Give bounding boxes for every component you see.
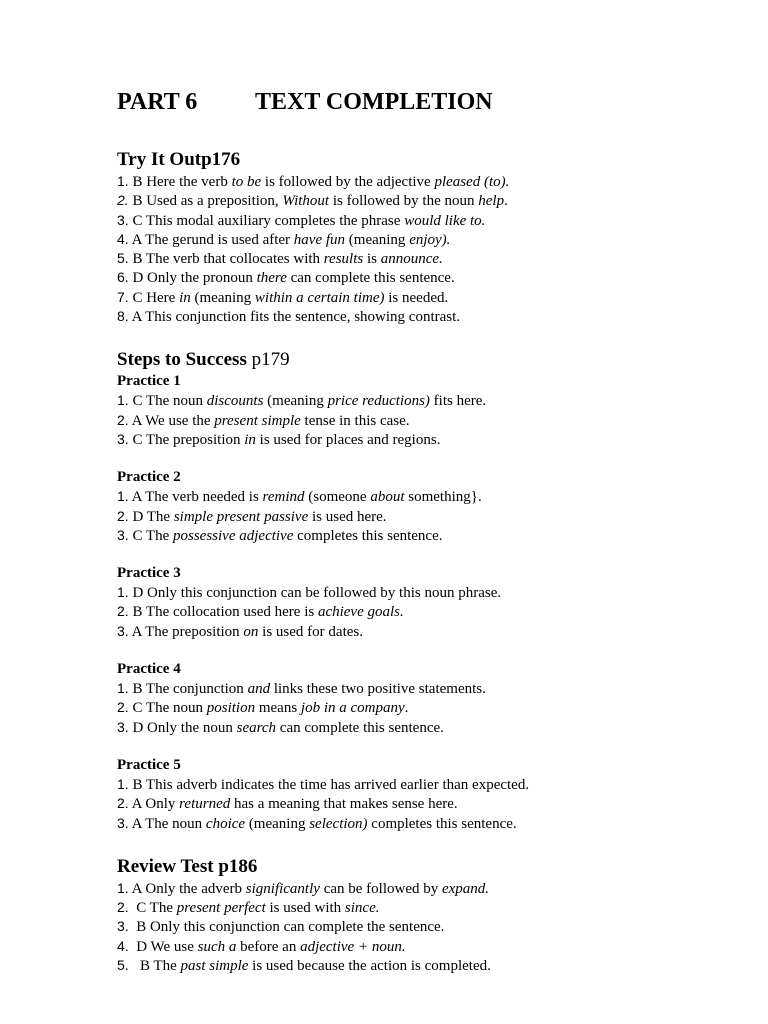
answer-number: 1. bbox=[117, 879, 129, 896]
answer-text: A The preposition bbox=[128, 623, 244, 640]
answer-number: 1. bbox=[117, 680, 129, 697]
answer-number: 5. bbox=[117, 957, 129, 974]
practice-title: Practice 2 bbox=[117, 469, 181, 486]
answer-emphasis: present perfect bbox=[176, 900, 266, 917]
answer-item bbox=[117, 879, 737, 898]
section-heading bbox=[117, 148, 737, 172]
answer-text: D Only the noun bbox=[128, 719, 237, 736]
answer-emphasis: to be bbox=[231, 174, 262, 190]
answer-list bbox=[117, 391, 737, 449]
answer-text: means bbox=[255, 700, 301, 717]
practice-title: Practice 4 bbox=[117, 661, 181, 678]
answer-number: 2. bbox=[117, 411, 129, 428]
answer-text: is used because the action is completed. bbox=[248, 958, 491, 975]
answer-emphasis: adjective + noun. bbox=[300, 938, 406, 955]
answer-item bbox=[117, 698, 737, 717]
answer-emphasis: help bbox=[478, 193, 505, 210]
answer-item bbox=[117, 917, 737, 936]
answer-text: tense in this case. bbox=[300, 412, 410, 429]
answer-item bbox=[117, 172, 737, 191]
part-number: PART 6 bbox=[117, 89, 198, 115]
part-name: TEXT COMPLETION bbox=[255, 89, 493, 115]
answer-emphasis: achieve goals. bbox=[317, 604, 404, 621]
answer-item bbox=[117, 602, 737, 621]
answer-item bbox=[117, 679, 737, 698]
answer-emphasis: in bbox=[244, 431, 256, 448]
answer-text: D The bbox=[128, 508, 174, 525]
section-heading bbox=[117, 855, 737, 879]
answer-item bbox=[117, 211, 737, 230]
answer-item bbox=[117, 391, 737, 410]
answer-text: (meaning bbox=[245, 815, 310, 832]
answer-number: 3. bbox=[117, 918, 129, 935]
answer-emphasis: there bbox=[256, 270, 287, 287]
answer-text: A We use the bbox=[128, 412, 215, 429]
answer-list bbox=[117, 679, 737, 737]
answer-text: C This modal auxiliary completes the phrase bbox=[128, 212, 405, 229]
answer-emphasis: about bbox=[370, 489, 405, 506]
answer-item bbox=[117, 487, 737, 506]
answer-number: 2. bbox=[117, 603, 129, 620]
answer-list bbox=[117, 583, 737, 641]
answer-emphasis: such a bbox=[197, 938, 237, 955]
answer-emphasis: job in a company bbox=[300, 700, 405, 717]
answer-emphasis: have fun bbox=[293, 231, 346, 248]
answer-emphasis: expand. bbox=[441, 880, 490, 897]
answer-text: completes this sentence. bbox=[293, 527, 443, 544]
answer-number: 2. bbox=[117, 795, 129, 812]
answer-text: is needed. bbox=[384, 289, 449, 306]
answer-emphasis: pleased (to). bbox=[434, 174, 510, 190]
answer-emphasis: past simple bbox=[180, 958, 249, 975]
practice-group bbox=[117, 756, 737, 833]
answer-text: completes this sentence. bbox=[367, 815, 517, 832]
answer-number: 3. bbox=[117, 718, 129, 735]
section-heading-text: Steps to Success bbox=[117, 349, 247, 371]
answer-text: C The bbox=[128, 900, 177, 917]
answer-emphasis: present simple bbox=[214, 412, 301, 429]
answer-number: 3. bbox=[117, 622, 129, 639]
answer-emphasis: discounts bbox=[206, 393, 264, 410]
answer-number: 4. bbox=[117, 230, 129, 247]
answer-text: can be followed by bbox=[319, 880, 442, 897]
answer-emphasis: possessive adjective bbox=[173, 527, 294, 544]
answer-item bbox=[117, 956, 737, 975]
answer-item bbox=[117, 898, 737, 917]
answer-emphasis: on bbox=[243, 623, 259, 640]
answer-number: 3. bbox=[117, 430, 129, 447]
answer-sections bbox=[117, 148, 737, 975]
answer-item bbox=[117, 411, 737, 430]
section-heading-text: Try It Outp176 bbox=[117, 149, 241, 170]
answer-emphasis: in bbox=[179, 289, 191, 306]
answer-emphasis: choice bbox=[205, 815, 246, 832]
answer-text: D Only this conjunction can be followed by this noun phrase. bbox=[128, 585, 502, 602]
answer-emphasis: search bbox=[236, 719, 277, 736]
practice-title: Practice 3 bbox=[117, 565, 181, 582]
answer-item bbox=[117, 249, 737, 268]
answer-item bbox=[117, 814, 737, 833]
answer-emphasis: Without bbox=[282, 193, 330, 210]
answer-number: 2. bbox=[117, 192, 129, 209]
practice-group bbox=[117, 172, 737, 326]
answer-item bbox=[117, 268, 737, 287]
answer-section bbox=[117, 148, 737, 326]
answer-list bbox=[117, 775, 737, 833]
answer-emphasis: remind bbox=[262, 489, 305, 506]
answer-text: before an bbox=[236, 938, 301, 955]
answer-emphasis: simple present passive bbox=[173, 508, 309, 525]
answer-text: can complete this sentence. bbox=[276, 719, 444, 736]
answer-item bbox=[117, 718, 737, 737]
answer-item bbox=[117, 230, 737, 249]
answer-item bbox=[117, 526, 737, 545]
practice-title: Practice 5 bbox=[117, 756, 181, 773]
answer-text: is followed by the noun bbox=[329, 193, 479, 210]
answer-key-page bbox=[117, 86, 737, 975]
answer-emphasis: price reductions) bbox=[327, 393, 430, 410]
answer-text: C Here bbox=[128, 289, 180, 306]
answer-emphasis: since. bbox=[344, 900, 380, 917]
answer-number: 5. bbox=[117, 250, 129, 267]
answer-text: fits here. bbox=[429, 393, 487, 410]
answer-number: 1. bbox=[117, 488, 129, 505]
section-heading bbox=[117, 348, 737, 372]
answer-emphasis: position bbox=[206, 700, 256, 717]
practice-group bbox=[117, 660, 737, 737]
answer-number: 1. bbox=[117, 775, 129, 792]
answer-number: 2. bbox=[117, 699, 129, 716]
answer-number: 7. bbox=[117, 288, 129, 305]
answer-item bbox=[117, 775, 737, 794]
answer-emphasis: within a certain time) bbox=[254, 289, 385, 306]
answer-text: B The collocation used here is bbox=[128, 604, 318, 621]
answer-item bbox=[117, 288, 737, 307]
answer-section bbox=[117, 855, 737, 975]
answer-text: B The conjunction bbox=[128, 681, 248, 698]
answer-text: B Here the verb bbox=[128, 174, 232, 190]
answer-list bbox=[117, 879, 737, 975]
section-heading-text: Review Test p186 bbox=[117, 855, 258, 877]
answer-text: A The verb needed is bbox=[128, 489, 263, 506]
answer-text: is used for places and regions. bbox=[255, 431, 441, 448]
answer-text: C The noun bbox=[128, 393, 207, 410]
answer-text: (meaning bbox=[263, 393, 328, 410]
answer-emphasis: significantly bbox=[245, 880, 320, 897]
answer-text: C The preposition bbox=[128, 431, 245, 448]
answer-text: is used here. bbox=[308, 508, 387, 525]
answer-item bbox=[117, 622, 737, 641]
answer-number: 3. bbox=[117, 526, 129, 543]
answer-text: D Only the pronoun bbox=[128, 270, 257, 287]
answer-emphasis: would like to. bbox=[404, 212, 486, 229]
answer-text: A The gerund is used after bbox=[128, 231, 294, 248]
answer-number: 2. bbox=[117, 507, 129, 524]
answer-text: is used with bbox=[265, 900, 345, 917]
answer-text: A Only the adverb bbox=[128, 880, 246, 897]
practice-title: Practice 1 bbox=[117, 373, 181, 390]
answer-list bbox=[117, 172, 737, 326]
practice-group bbox=[117, 879, 737, 975]
answer-section bbox=[117, 348, 737, 832]
answer-number: 6. bbox=[117, 269, 129, 286]
answer-text: B Used as a preposition, bbox=[128, 193, 283, 210]
answer-list bbox=[117, 487, 737, 545]
answer-text: has a meaning that makes sense here. bbox=[230, 796, 458, 813]
answer-emphasis: results bbox=[323, 251, 364, 268]
answer-text: B The verb that collocates with bbox=[128, 251, 324, 268]
answer-text: is used for dates. bbox=[258, 623, 363, 640]
page-title bbox=[117, 86, 737, 118]
answer-item bbox=[117, 507, 737, 526]
answer-text: (meaning bbox=[345, 231, 410, 248]
answer-text: can complete this sentence. bbox=[286, 270, 455, 287]
answer-item bbox=[117, 307, 737, 326]
answer-number: 3. bbox=[117, 814, 129, 831]
answer-text: something}. bbox=[404, 489, 482, 506]
answer-item bbox=[117, 794, 737, 813]
answer-text: B The bbox=[128, 958, 181, 975]
answer-text: . bbox=[504, 193, 508, 210]
answer-text: (meaning bbox=[190, 289, 255, 306]
practice-group bbox=[117, 564, 737, 641]
answer-emphasis: returned bbox=[179, 796, 231, 813]
answer-item bbox=[117, 191, 737, 210]
answer-number: 8. bbox=[117, 308, 129, 325]
answer-emphasis: announce. bbox=[380, 251, 443, 268]
answer-text: B This adverb indicates the time has arrived earlier than expected. bbox=[128, 776, 530, 793]
section-page-ref: p179 bbox=[246, 349, 290, 371]
answer-item bbox=[117, 583, 737, 602]
answer-number: 2. bbox=[117, 899, 129, 916]
answer-text: A Only bbox=[128, 796, 180, 813]
answer-text: D We use bbox=[128, 938, 198, 955]
answer-number: 1. bbox=[117, 584, 129, 601]
answer-text: . bbox=[404, 700, 409, 717]
answer-text: links these two positive statements. bbox=[270, 681, 486, 698]
answer-text: C The bbox=[128, 527, 173, 544]
answer-number: 1. bbox=[117, 173, 129, 189]
answer-text: is bbox=[363, 251, 381, 268]
answer-emphasis: and bbox=[247, 681, 271, 698]
practice-group bbox=[117, 372, 737, 449]
answer-number: 1. bbox=[117, 392, 129, 409]
answer-text: (someone bbox=[304, 489, 371, 506]
answer-text: A The noun bbox=[128, 815, 206, 832]
answer-emphasis: enjoy). bbox=[409, 231, 451, 248]
answer-text: C The noun bbox=[128, 700, 207, 717]
practice-group bbox=[117, 468, 737, 545]
answer-text: A This conjunction fits the sentence, showing contrast. bbox=[128, 309, 461, 326]
answer-text: is followed by the adjective bbox=[261, 174, 435, 190]
answer-number: 4. bbox=[117, 937, 129, 954]
answer-emphasis: selection) bbox=[309, 815, 368, 832]
answer-item bbox=[117, 430, 737, 449]
answer-number: 3. bbox=[117, 211, 129, 228]
answer-item bbox=[117, 937, 737, 956]
answer-text: B Only this conjunction can complete the sentence. bbox=[128, 919, 445, 936]
